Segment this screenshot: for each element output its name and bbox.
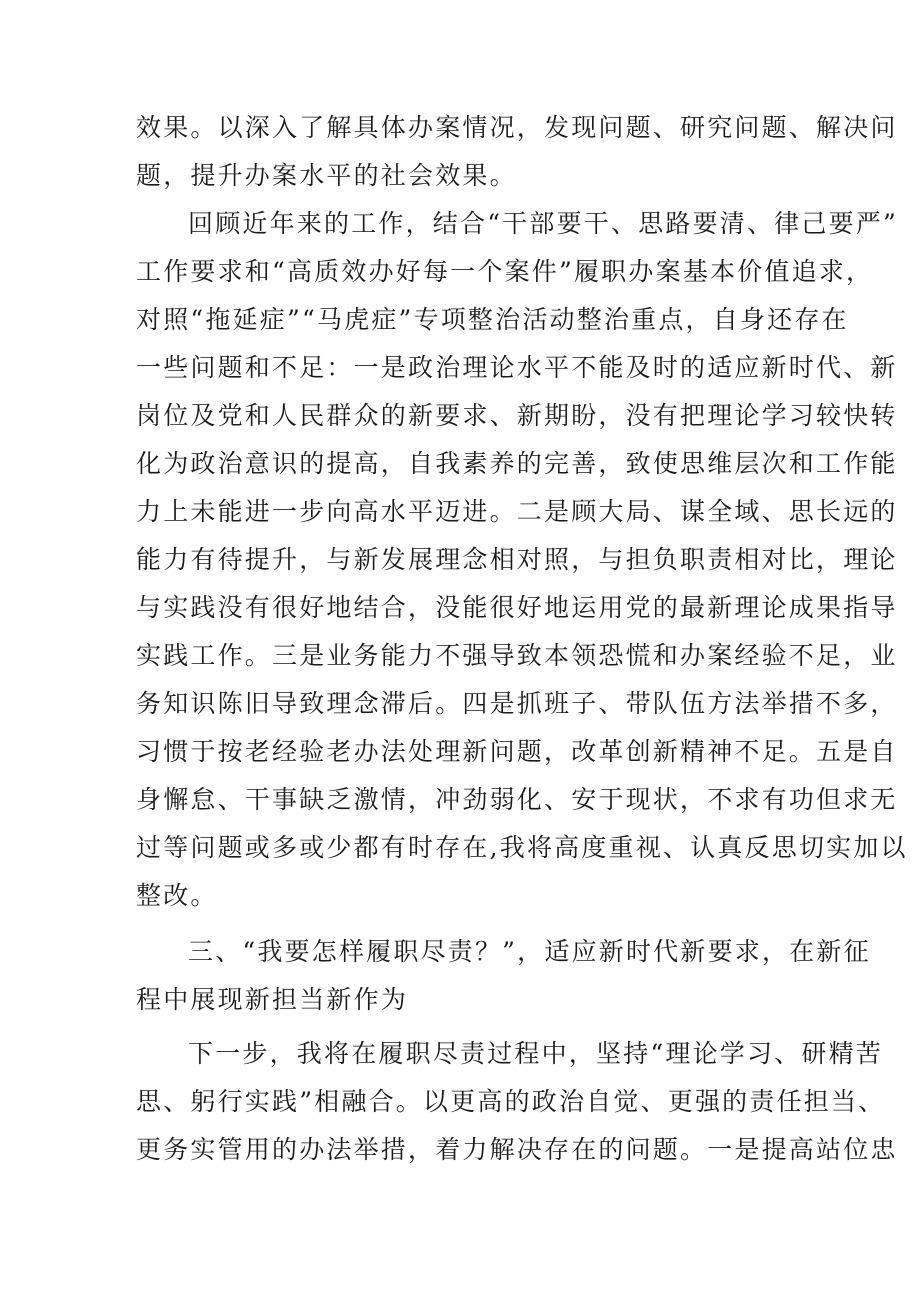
paragraph-line: 岗位及党和人民群众的新要求、新期盼，没有把理论学习较快转 [136, 401, 898, 430]
paragraph-line: 下一步，我将在履职尽责过程中，坚持“理论学习、研精苦 [188, 1039, 883, 1068]
section-heading-line: 程中展现新担当新作为 [136, 985, 409, 1014]
paragraph-line: 与实践没有很好地结合，没能很好地运用党的最新理论成果指导 [136, 593, 898, 622]
section-heading-line: 三、“我要怎样履职尽责？”，适应新时代新要求，在新征 [188, 937, 871, 966]
paragraph-line: 身懈怠、干事缺乏激情，冲劲弱化、安于现状，不求有功但求无 [136, 785, 898, 814]
paragraph-line: 整改。 [136, 881, 218, 910]
paragraph-line: 一些问题和不足：一是政治理论水平不能及时的适应新时代、新 [136, 353, 898, 382]
paragraph-line: 更务实管用的办法举措，着力解决存在的问题。一是提高站位忠 [136, 1135, 898, 1164]
paragraph-line: 效果。以深入了解具体办案情况，发现问题、研究问题、解决问 [136, 113, 898, 142]
paragraph-line: 习惯于按老经验老办法处理新问题，改革创新精神不足。五是自 [136, 737, 898, 766]
paragraph-line: 过等问题或多或少都有时存在,我将高度重视、认真反思切实加以 [136, 833, 908, 862]
paragraph-line: 工作要求和“高质效办好每一个案件”履职办案基本价值追求， [136, 257, 874, 286]
paragraph-line: 思、躬行实践”相融合。以更高的政治自觉、更强的责任担当、 [136, 1087, 886, 1116]
paragraph-line: 题，提升办案水平的社会效果。 [136, 161, 517, 190]
paragraph-line: 务知识陈旧导致理念滞后。四是抓班子、带队伍方法举措不多， [136, 689, 898, 718]
paragraph-line: 回顾近年来的工作，结合“干部要干、思路要清、律己要严” [188, 209, 898, 238]
paragraph-line: 实践工作。三是业务能力不强导致本领恐慌和办案经验不足，业 [136, 641, 898, 670]
paragraph-line: 化为政治意识的提高，自我素养的完善，致使思维层次和工作能 [136, 449, 898, 478]
paragraph-line: 能力有待提升，与新发展理念相对照，与担负职责相对比，理论 [136, 545, 898, 574]
paragraph-line: 对照“拖延症”“马虎症”专项整治活动整治重点，自身还存在 [136, 305, 849, 334]
paragraph-line: 力上未能进一步向高水平迈进。二是顾大局、谋全域、思长远的 [136, 497, 898, 526]
